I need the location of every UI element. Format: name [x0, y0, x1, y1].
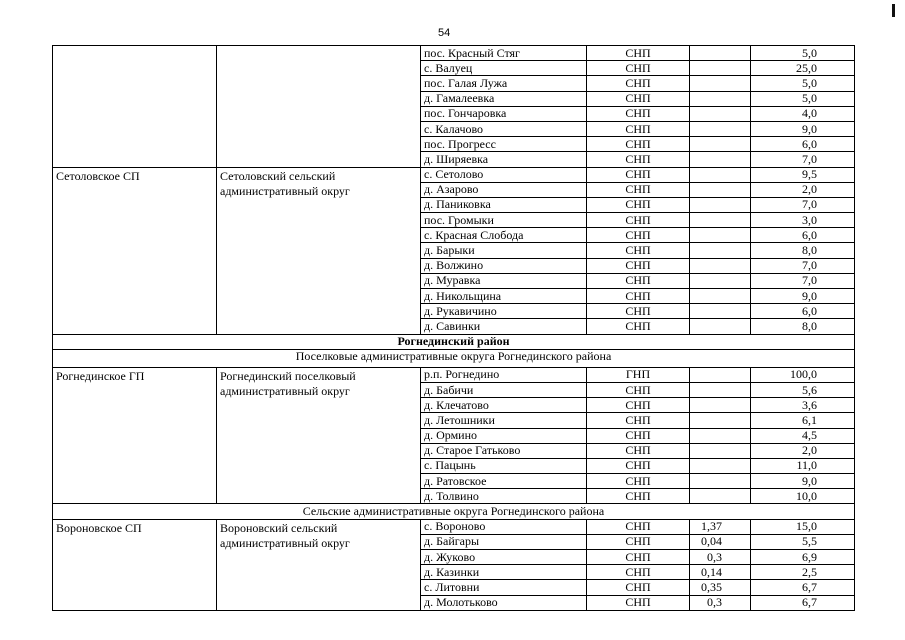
area-value: [690, 91, 751, 106]
settlement-okrug-header: Поселковые административные округа Рогнединского района: [53, 349, 855, 367]
settlement-name: д. Летошники: [421, 413, 587, 428]
area-value: 0,3: [690, 550, 751, 565]
settlement-name: с. Литовни: [421, 580, 587, 595]
settlement-name: д. Барыки: [421, 243, 587, 258]
settlement-name: д. Клечатово: [421, 398, 587, 413]
area-value: [690, 458, 751, 473]
settlement-type: СНП: [587, 258, 690, 273]
area-value: [690, 243, 751, 258]
settlement-type: СНП: [587, 213, 690, 228]
area-value: [690, 106, 751, 121]
area-value: [690, 428, 751, 443]
area-value: [690, 46, 751, 61]
settlement-type: СНП: [587, 534, 690, 549]
settlement-type: СНП: [587, 519, 690, 534]
settlement-name: д. Гамалеевка: [421, 91, 587, 106]
area-value: [690, 273, 751, 288]
settlement-name: с. Калачово: [421, 121, 587, 136]
area-value: [690, 167, 751, 182]
settlement-name: д. Жуково: [421, 550, 587, 565]
rayon-header: Рогнединский район: [53, 334, 855, 349]
area-value: [690, 182, 751, 197]
section-header-row: [53, 334, 855, 349]
distance-value: 6,1: [751, 413, 855, 428]
area-value: [690, 121, 751, 136]
table-row: [53, 367, 855, 382]
area-value: [690, 443, 751, 458]
settlement-name: д. Азарово: [421, 182, 587, 197]
settlement-name: пос. Громыки: [421, 213, 587, 228]
area-value: [690, 489, 751, 504]
settlement-type: СНП: [587, 443, 690, 458]
section-header-row: [53, 504, 855, 519]
settlement-type: СНП: [587, 304, 690, 319]
distance-value: 5,6: [751, 382, 855, 397]
area-value: 1,37: [690, 519, 751, 534]
distance-value: 4,5: [751, 428, 855, 443]
distance-value: 7,0: [751, 152, 855, 167]
settlements-table: [52, 45, 855, 611]
settlement-type: СНП: [587, 61, 690, 76]
settlement-type: СНП: [587, 106, 690, 121]
area-value: [690, 137, 751, 152]
distance-value: 8,0: [751, 319, 855, 334]
distance-value: 11,0: [751, 458, 855, 473]
area-value: 0,14: [690, 565, 751, 580]
settlement-name: д. Рукавичино: [421, 304, 587, 319]
district-cell: [53, 46, 217, 168]
okrug-cell: Вороновский сельский административный округ: [217, 519, 421, 610]
page-number: 54: [438, 27, 451, 39]
distance-value: 2,0: [751, 443, 855, 458]
settlement-type: СНП: [587, 428, 690, 443]
settlement-type: СНП: [587, 76, 690, 91]
settlement-type: СНП: [587, 319, 690, 334]
distance-value: 5,5: [751, 534, 855, 549]
settlement-type: СНП: [587, 382, 690, 397]
okrug-cell: Сетоловский сельский административный округ: [217, 167, 421, 334]
settlement-type: СНП: [587, 398, 690, 413]
distance-value: 9,5: [751, 167, 855, 182]
settlement-type: СНП: [587, 565, 690, 580]
settlement-type: СНП: [587, 550, 690, 565]
settlement-name: д. Никольщина: [421, 289, 587, 304]
settlement-name: д. Ратовское: [421, 474, 587, 489]
settlement-name: с. Красная Слобода: [421, 228, 587, 243]
settlement-type: СНП: [587, 197, 690, 212]
area-value: 0,3: [690, 595, 751, 610]
distance-value: 2,5: [751, 565, 855, 580]
district-cell: Сетоловское СП: [53, 167, 217, 334]
area-value: [690, 413, 751, 428]
area-value: [690, 61, 751, 76]
settlement-type: СНП: [587, 458, 690, 473]
rural-okrug-header: Сельские административные округа Рогнединского района: [53, 504, 855, 519]
settlement-type: СНП: [587, 243, 690, 258]
settlement-name: д. Савинки: [421, 319, 587, 334]
settlement-type: СНП: [587, 167, 690, 182]
settlement-name: р.п. Рогнедино: [421, 367, 587, 382]
district-cell: Рогнединское ГП: [53, 367, 217, 504]
table-row: [53, 519, 855, 534]
distance-value: 6,0: [751, 137, 855, 152]
area-value: 0,04: [690, 534, 751, 549]
district-cell: Вороновское СП: [53, 519, 217, 610]
settlement-type: СНП: [587, 273, 690, 288]
settlement-type: СНП: [587, 289, 690, 304]
okrug-cell: Рогнединский поселковый административный округ: [217, 367, 421, 504]
area-value: [690, 197, 751, 212]
settlement-type: СНП: [587, 152, 690, 167]
settlement-name: с. Сетолово: [421, 167, 587, 182]
area-value: [690, 258, 751, 273]
distance-value: 5,0: [751, 76, 855, 91]
distance-value: 3,6: [751, 398, 855, 413]
distance-value: 5,0: [751, 91, 855, 106]
settlement-name: д. Бабичи: [421, 382, 587, 397]
distance-value: 3,0: [751, 213, 855, 228]
area-value: [690, 228, 751, 243]
section-header-row: [53, 349, 855, 367]
distance-value: 100,0: [751, 367, 855, 382]
distance-value: 6,9: [751, 550, 855, 565]
settlement-name: пос. Гончаровка: [421, 106, 587, 121]
settlement-type: СНП: [587, 489, 690, 504]
settlement-name: д. Паниковка: [421, 197, 587, 212]
settlement-type: СНП: [587, 46, 690, 61]
settlement-type: СНП: [587, 182, 690, 197]
table-row: [53, 46, 855, 61]
distance-value: 9,0: [751, 121, 855, 136]
distance-value: 8,0: [751, 243, 855, 258]
area-value: [690, 367, 751, 382]
settlement-type: СНП: [587, 137, 690, 152]
distance-value: 7,0: [751, 197, 855, 212]
settlement-name: д. Байгары: [421, 534, 587, 549]
settlement-name: д. Молотьково: [421, 595, 587, 610]
distance-value: 6,7: [751, 580, 855, 595]
settlement-name: д. Толвино: [421, 489, 587, 504]
distance-value: 10,0: [751, 489, 855, 504]
distance-value: 5,0: [751, 46, 855, 61]
distance-value: 7,0: [751, 258, 855, 273]
area-value: [690, 382, 751, 397]
settlement-name: д. Муравка: [421, 273, 587, 288]
settlement-name: с. Валуец: [421, 61, 587, 76]
area-value: [690, 289, 751, 304]
area-value: [690, 152, 751, 167]
area-value: 0,35: [690, 580, 751, 595]
settlement-type: СНП: [587, 595, 690, 610]
area-value: [690, 474, 751, 489]
distance-value: 9,0: [751, 289, 855, 304]
settlement-name: д. Ормино: [421, 428, 587, 443]
distance-value: 6,0: [751, 228, 855, 243]
scan-edge-mark: [892, 4, 895, 17]
settlement-type: ГНП: [587, 367, 690, 382]
settlement-name: пос. Галая Лужа: [421, 76, 587, 91]
settlement-type: СНП: [587, 228, 690, 243]
distance-value: 6,0: [751, 304, 855, 319]
area-value: [690, 304, 751, 319]
distance-value: 25,0: [751, 61, 855, 76]
distance-value: 7,0: [751, 273, 855, 288]
settlement-name: пос. Красный Стяг: [421, 46, 587, 61]
settlement-type: СНП: [587, 580, 690, 595]
settlement-name: с. Пацынь: [421, 458, 587, 473]
area-value: [690, 213, 751, 228]
distance-value: 9,0: [751, 474, 855, 489]
settlement-name: д. Старое Гатьково: [421, 443, 587, 458]
settlement-type: СНП: [587, 91, 690, 106]
okrug-cell: [217, 46, 421, 168]
settlement-type: СНП: [587, 121, 690, 136]
distance-value: 15,0: [751, 519, 855, 534]
settlement-name: с. Вороново: [421, 519, 587, 534]
settlement-name: д. Казинки: [421, 565, 587, 580]
distance-value: 4,0: [751, 106, 855, 121]
distance-value: 6,7: [751, 595, 855, 610]
area-value: [690, 319, 751, 334]
settlement-name: д. Ширяевка: [421, 152, 587, 167]
area-value: [690, 398, 751, 413]
settlement-type: СНП: [587, 413, 690, 428]
settlement-name: д. Волжино: [421, 258, 587, 273]
distance-value: 2,0: [751, 182, 855, 197]
settlement-name: пос. Прогресс: [421, 137, 587, 152]
area-value: [690, 76, 751, 91]
settlement-type: СНП: [587, 474, 690, 489]
table-row: [53, 167, 855, 182]
